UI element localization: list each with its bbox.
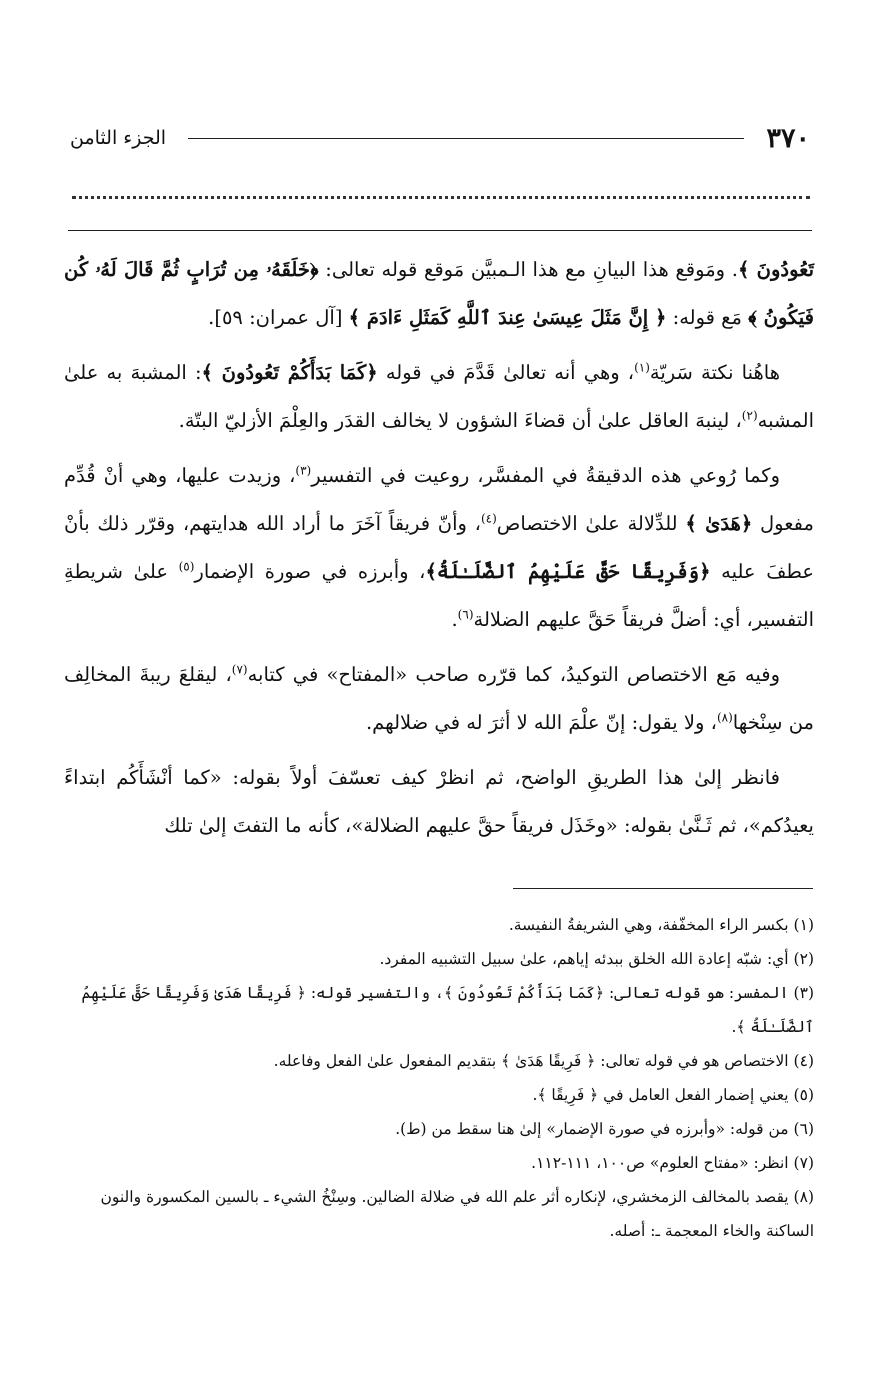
footnote-number: (٧) <box>793 1154 814 1172</box>
footnote-reference[interactable]: (١) <box>634 360 650 375</box>
quran-verse: ﴿هَدَىٰ ﴾ <box>685 512 753 535</box>
footnote-text: انظر: «مفتاح العلوم» ص١٠٠، ١١١-١١٢. <box>531 1154 789 1172</box>
footnote-text: أي: شبّه إعادة الله الخلق ببدئه إياهم، علىٰ سبيل التشبيه المفرد. <box>379 950 789 968</box>
paragraph-text: ، وأنّ فريقاً آخَرَ ما أراد الله هدايتهم، وقرّر ذلك بأنْ عطفَ عليه <box>64 512 815 583</box>
footnote-text: بكسر الراء المخفّفة، وهي الشريفةُ النفيسة. <box>508 916 789 934</box>
paragraph-3 <box>64 452 814 644</box>
text-top-rule <box>68 230 812 231</box>
paragraph-text: فانظر إلىٰ هذا الطريقِ الواضح، ثم انظرْ كيف تعسّفَ أولاً بقوله: «كما أنْشَأَكُم ابتداءً يعيدُكم»، ثم ثَـنَّىٰ بقوله: «وخَذَل فريقاً حقَّ عليهم الضلالة»، كأنه ما التفتَ إلىٰ تلك <box>64 766 814 837</box>
footnote-reference[interactable]: (٦) <box>457 607 474 622</box>
paragraph-text: وكما رُوعي هذه الدقيقةُ في المفسَّر، روعيت في التفسير <box>311 464 780 487</box>
quran-verse: ﴿كَمَا بَدَأَكُمْ تَعُودُونَ ﴾ <box>201 361 378 384</box>
paragraph-text: للدِّلالة علىٰ الاختصاص <box>496 512 686 535</box>
paragraph-text: ، ليقلعَ ريبةَ المخالِف من سِنْخها <box>64 663 814 734</box>
quran-verse: ﴿خَلَقَهُۥ مِن تُرَابٍ ثُمَّ قَالَ لَهُۥ كُن فَيَكُونُ ﴾ <box>64 258 814 329</box>
quran-verse: ﴿وَفَرِيقًا حَقَّ عَلَيْهِمُ ٱلضَّلَـٰلَةُ﴾ <box>425 560 711 583</box>
footnote-number: (٦) <box>793 1120 814 1138</box>
quran-verse: ﴿ إِنَّ مَثَلَ عِيسَىٰ عِندَ ٱللَّهِ كَمَثَلِ ءَادَمَ ﴾ <box>348 306 667 329</box>
footnote-reference[interactable]: (٣) <box>295 463 312 478</box>
footnote-text: من قوله: «وأبرزه في صورة الإضمار» إلىٰ هنا سقط من (ط). <box>395 1120 789 1138</box>
header-rule <box>188 138 744 139</box>
footnote-item <box>64 942 814 976</box>
main-text <box>64 246 814 857</box>
footnote-item <box>64 908 814 942</box>
paragraph-1 <box>64 246 814 342</box>
footnote-separator <box>513 888 813 889</box>
footnote-reference[interactable]: (٢) <box>741 408 758 423</box>
footnote-item <box>64 1044 814 1078</box>
paragraph-text: . ومَوقع هذا البيانِ مع هذا الـمبيَّن مَوقع قوله تعالى: <box>318 258 738 281</box>
paragraph-2 <box>64 349 814 445</box>
paragraph-text: ، ولا يقول: إنّ علْمَ الله لا أثرَ له في ضلالهم. <box>365 711 717 734</box>
footnote-item <box>64 1112 814 1146</box>
paragraph-text: علىٰ شريطةِ التفسير، أي: أضلَّ فريقاً حَقَّ عليهم الضلالة <box>64 560 814 631</box>
footnote-reference[interactable]: (٥) <box>178 559 195 574</box>
paragraph-4 <box>64 651 814 747</box>
verse-citation: [آل عمران: ٥٩]. <box>208 306 349 329</box>
footnote-text: المفسر: هو قوله تعالى: ﴿كَمَا بَدَأَكُمْ تَعُودُونَ ﴾، والتفسير قوله: ﴿ فَرِيقًا هَدَىٰ وَفَرِيقًا حَقَّ عَلَيْهِمُ ٱلضَّلَـٰلَةُ ﴾. <box>81 984 814 1036</box>
paragraph-5 <box>64 754 814 850</box>
paragraph-text: وفيه مَع الاختصاص التوكيدُ، كما قرّره صاحب «المفتاح» في كتابه <box>247 663 780 686</box>
footnote-reference[interactable]: (٤) <box>480 511 497 526</box>
footnote-text: الاختصاص هو في قوله تعالى: ﴿ فَرِيقًا هَدَىٰ ﴾ بتقديم المفعول علىٰ الفعل وفاعله. <box>273 1052 789 1070</box>
footnotes-list <box>64 908 814 1248</box>
footnote-item <box>64 1078 814 1112</box>
footnote-number: (٤) <box>793 1052 814 1070</box>
footnote-item <box>64 1180 814 1248</box>
footnote-item <box>64 976 814 1044</box>
quran-verse: تَعُودُونَ ﴾ <box>737 258 815 281</box>
footnote-text: يقصد بالمخالف الزمخشري، لإنكاره أثر علم الله في ضلالة الضالين. وسِنْخُ الشيء ـ بالسين المكسورة والنون الساكنة والخاء المعجمة ـ: أصله. <box>100 1188 814 1240</box>
dotted-separator <box>72 196 810 199</box>
footnote-number: (٥) <box>793 1086 814 1104</box>
footnote-reference[interactable]: (٨) <box>716 710 733 725</box>
paragraph-text: ، وأبرزه في صورة الإضمار <box>194 560 426 583</box>
paragraph-text: ، لينبهَ العاقل علىٰ أن قضاءَ الشؤون لا يخالف القدَر والعِلْمَ الأزليّ البتّة. <box>178 409 742 432</box>
page-number: ٣٧٠ <box>766 122 810 154</box>
paragraph-text: ، وزيدت عليها، وهي أنْ قُدِّم مفعول <box>64 464 814 535</box>
footnote-item <box>64 1146 814 1180</box>
footnote-number: (٢) <box>793 950 814 968</box>
footnote-number: (٨) <box>793 1188 814 1206</box>
footnote-number: (٣) <box>793 984 814 1002</box>
footnote-number: (١) <box>793 916 814 934</box>
paragraph-text: . <box>451 608 458 631</box>
paragraph-text: مَع قوله: <box>666 306 749 329</box>
paragraph-text: : المشبهَ به علىٰ المشبه <box>64 361 814 432</box>
paragraph-text: هاهُنا نكتة سَريّة <box>649 361 780 384</box>
running-header <box>70 118 810 158</box>
paragraph-text: ، وهي أنه تعالىٰ قَدَّمَ في قوله <box>377 361 635 384</box>
footnote-text: يعني إضمار الفعل العامل في ﴿ فَرِيقًا ﴾. <box>532 1086 789 1104</box>
footnote-reference[interactable]: (٧) <box>231 662 248 677</box>
part-title: الجزء الثامن <box>70 127 167 149</box>
